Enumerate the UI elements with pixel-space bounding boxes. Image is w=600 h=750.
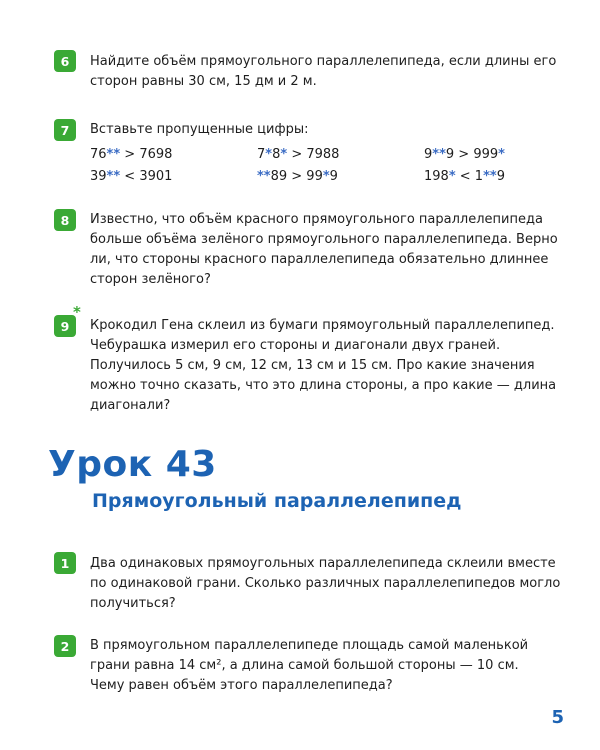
task-number-badge: 9 [54,315,76,337]
inequality: 9**9 > 999* [424,147,505,162]
inequality: 7*8* > 7988 [257,147,340,162]
challenge-star-icon: * [73,303,81,321]
task-number-badge: 7 [54,119,76,141]
inequality: **89 > 99*9 [257,169,338,184]
inequality: 76** > 7698 [90,147,173,162]
task-number-badge: 2 [54,635,76,657]
inequality: 198* < 1**9 [424,169,505,184]
task-text: Крокодил Гена склеил из бумаги прямоугольный параллелепипед. Чебурашка измерил его стороны и диагонали двух граней. Получилось 5 см, 9 см, 12 см, 13 см и 15 см. Про какие значения можно точно сказать, что это длина стороны, а про какие — длина диагонали? [90,318,557,413]
task-text: Вставьте пропущенные цифры: [90,122,309,137]
task-text: Два одинаковых прямоугольных параллелепипеда склеили вместе по одинаковой грани. Сколько различных параллелепипедов могло получиться? [90,556,561,611]
inequality: 39** < 3901 [90,169,173,184]
lesson-title: Прямоугольный параллелепипед [92,490,462,512]
task-number-badge: 1 [54,552,76,574]
task-number-badge: 6 [54,50,76,72]
task-text: В прямоугольном параллелепипеде площадь самой маленькой грани равна 14 см², а длина самой большой стороны — 10 см. Чему равен объём этого параллелепипеда? [90,638,529,693]
lesson-number: Урок 43 [48,444,217,485]
task-text: Известно, что объём красного прямоугольного параллелепипеда больше объёма зелёного прямоугольного параллелепипеда. Верно ли, что стороны красного параллелепипеда обязательно длиннее сторон зелёного? [90,212,558,287]
page-number: 5 [551,707,564,728]
task-number-badge: 8 [54,209,76,231]
task-text: Найдите объём прямоугольного параллелепипеда, если длины его сторон равны 30 см, 15 дм и 2 м. [90,54,557,89]
